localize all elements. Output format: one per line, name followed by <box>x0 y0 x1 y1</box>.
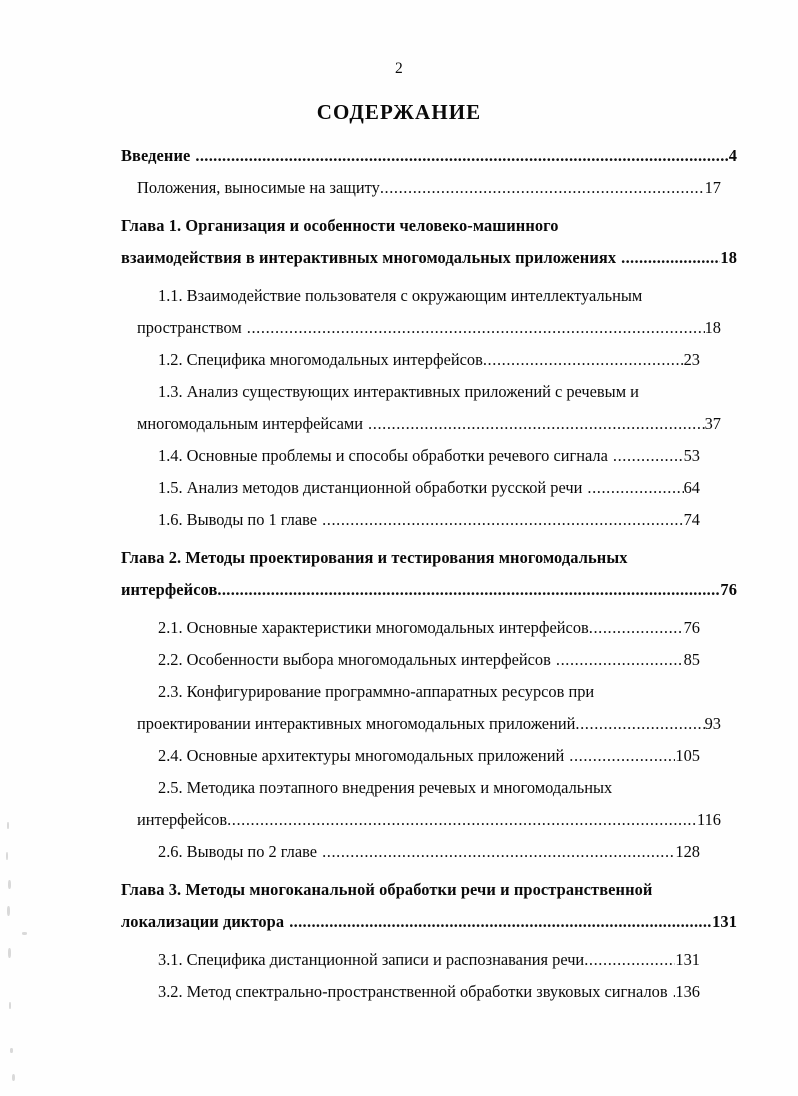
toc-entry-continuation[interactable] <box>137 408 737 440</box>
toc-dot-leader <box>556 652 684 668</box>
toc-entry-page-number: 17 <box>704 178 721 197</box>
page-folio-number: 2 <box>395 60 403 77</box>
toc-entry-title: Глава 2. Методы проектирования и тестирования многомодальных <box>121 548 628 567</box>
toc-entry-title: 1.1. Взаимодействие пользователя с окружающим интеллектуальным <box>158 286 643 305</box>
scan-speck <box>12 1074 15 1081</box>
toc-entry-title: проектировании интерактивных многомодальных приложений <box>137 714 576 733</box>
toc-entry[interactable] <box>158 440 737 472</box>
toc-dot-leader <box>613 448 684 464</box>
toc-entry-title: 2.3. Конфигурирование программно-аппаратных ресурсов при <box>158 682 595 701</box>
toc-entry-page-number: 85 <box>683 650 700 669</box>
toc-entry-title: Введение <box>121 146 191 165</box>
toc-entry-title: пространством <box>137 318 242 337</box>
toc-entry-page-number: 76 <box>720 580 737 599</box>
toc-entry-title: 1.2. Специфика многомодальных интерфейсов <box>158 350 483 369</box>
toc-entry[interactable] <box>158 676 737 708</box>
toc-dot-leader <box>621 250 720 266</box>
toc-entry-title: 1.5. Анализ методов дистанционной обработки русской речи <box>158 478 583 497</box>
toc-entry-page-number: 131 <box>712 912 737 931</box>
toc-entry-page-number: 128 <box>675 842 700 861</box>
toc-entry-page-number: 76 <box>683 618 700 637</box>
toc-entry[interactable] <box>158 836 737 868</box>
toc-entry-page-number: 93 <box>704 714 721 733</box>
scan-speck <box>22 932 27 935</box>
toc-entry-continuation[interactable] <box>137 312 737 344</box>
toc-entry-title: многомодальным интерфейсами <box>137 414 364 433</box>
toc-entry-title: Глава 1. Организация и особенности человеко-машинного <box>121 216 559 235</box>
toc-entry-title: 1.4. Основные проблемы и способы обработки речевого сигнала <box>158 446 608 465</box>
toc-dot-leader <box>673 984 676 1000</box>
toc-entry[interactable] <box>158 644 737 676</box>
toc-entry[interactable] <box>121 874 737 906</box>
toc-entry[interactable] <box>121 542 737 574</box>
toc-dot-leader <box>380 180 705 196</box>
page-title: СОДЕРЖАНИЕ <box>316 100 482 124</box>
toc-entry-title: 2.4. Основные архитектуры многомодальных приложений <box>158 746 565 765</box>
toc-entry-page-number: 136 <box>675 982 700 1001</box>
toc-entry-title: 3.2. Метод спектрально-пространственной обработки звуковых сигналов <box>158 982 668 1001</box>
toc-entry[interactable] <box>121 210 737 242</box>
scan-speck <box>8 948 11 958</box>
toc-entry-page-number: 105 <box>675 746 700 765</box>
toc-entry-page-number: 4 <box>728 146 737 165</box>
toc-dot-leader <box>589 620 684 636</box>
toc-entry-continuation[interactable] <box>137 804 737 836</box>
toc-entry-page-number: 131 <box>675 950 700 969</box>
toc-entry-title: локализации диктора <box>121 912 285 931</box>
toc-dot-leader <box>289 914 712 930</box>
toc-entry-title: 1.3. Анализ существующих интерактивных приложений с речевым и <box>158 382 639 401</box>
toc-entry-title: 3.1. Специфика дистанционной записи и распознавания речи <box>158 950 585 969</box>
toc-dot-leader <box>483 352 684 368</box>
toc-entry-page-number: 23 <box>683 350 700 369</box>
toc-entry[interactable] <box>158 344 737 376</box>
table-of-contents <box>121 140 737 1008</box>
toc-entry[interactable] <box>158 376 737 408</box>
toc-entry[interactable] <box>121 140 737 172</box>
toc-dot-leader <box>322 512 684 528</box>
toc-entry-title: 1.6. Выводы по 1 главе <box>158 510 318 529</box>
toc-entry[interactable] <box>158 740 737 772</box>
toc-dot-leader <box>368 416 705 432</box>
toc-entry-page-number: 37 <box>704 414 721 433</box>
toc-dot-leader <box>247 320 705 336</box>
toc-entry-page-number: 74 <box>683 510 700 529</box>
toc-entry[interactable] <box>158 612 737 644</box>
toc-entry-page-number: 18 <box>704 318 721 337</box>
toc-entry-continuation[interactable] <box>121 242 737 274</box>
toc-entry-title: взаимодействия в интерактивных многомодальных приложениях <box>121 248 617 267</box>
toc-entry-title: 2.2. Особенности выбора многомодальных интерфейсов <box>158 650 551 669</box>
toc-entry-page-number: 116 <box>697 810 721 829</box>
toc-dot-leader <box>587 480 683 496</box>
toc-entry-page-number: 64 <box>683 478 700 497</box>
toc-dot-leader <box>584 952 675 968</box>
toc-entry-page-number: 18 <box>720 248 737 267</box>
toc-entry[interactable] <box>137 172 737 204</box>
toc-dot-leader <box>575 716 704 732</box>
scan-speck <box>9 1002 11 1009</box>
toc-entry-title: 2.1. Основные характеристики многомодальных интерфейсов <box>158 618 589 637</box>
toc-entry-continuation[interactable] <box>121 574 737 606</box>
toc-dot-leader <box>227 812 697 828</box>
toc-entry[interactable] <box>158 472 737 504</box>
toc-entry-continuation[interactable] <box>137 708 737 740</box>
scan-speck <box>10 1048 13 1053</box>
toc-entry-page-number: 53 <box>683 446 700 465</box>
toc-entry-continuation[interactable] <box>121 906 737 938</box>
toc-entry[interactable] <box>158 772 737 804</box>
toc-entry-title: Глава 3. Методы многоканальной обработки речи и пространственной <box>121 880 653 899</box>
toc-entry[interactable] <box>158 944 737 976</box>
scan-speck <box>7 822 9 829</box>
toc-dot-leader <box>217 582 720 598</box>
toc-entry-title: 2.5. Методика поэтапного внедрения речевых и многомодальных <box>158 778 613 797</box>
toc-dot-leader <box>322 844 675 860</box>
toc-entry[interactable] <box>158 280 737 312</box>
scan-speck <box>8 880 11 889</box>
scan-speck <box>7 906 10 916</box>
toc-entry-title: интерфейсов <box>137 810 228 829</box>
toc-entry-title: интерфейсов <box>121 580 218 599</box>
toc-dot-leader <box>195 148 728 164</box>
scan-speck <box>6 852 8 860</box>
toc-entry-title: 2.6. Выводы по 2 главе <box>158 842 318 861</box>
toc-dot-leader <box>569 748 675 764</box>
toc-entry[interactable] <box>158 504 737 536</box>
toc-entry[interactable] <box>158 976 737 1008</box>
toc-entry-title: Положения, выносимые на защиту <box>137 178 380 197</box>
